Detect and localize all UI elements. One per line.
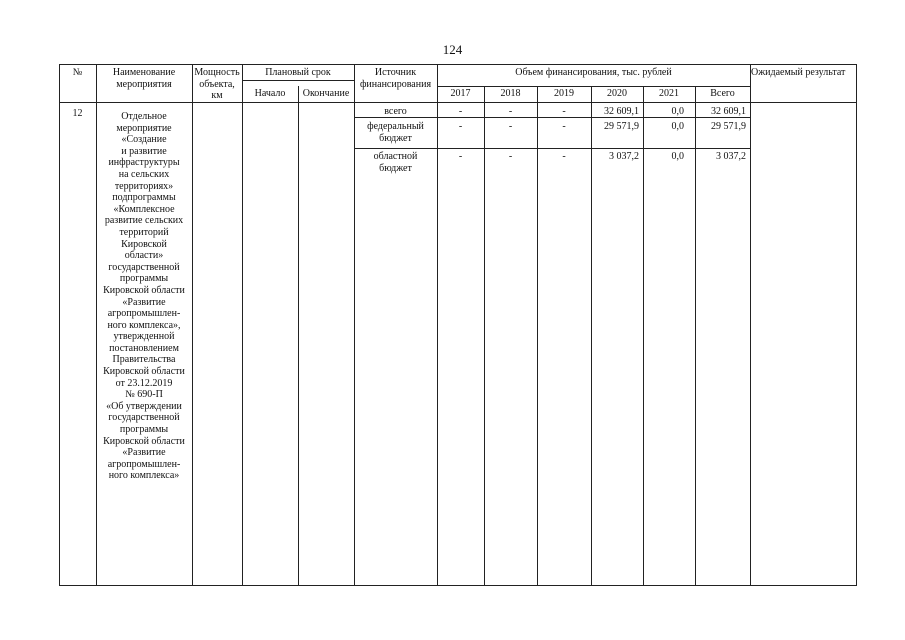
cell-regional-2019: - — [562, 151, 566, 162]
source-regional-label: областной бюджет — [373, 151, 418, 174]
header-year-2021: 2021 — [659, 88, 679, 99]
cell-total-2021: 0,0 — [671, 106, 684, 117]
source-total-label: всего — [384, 106, 407, 117]
row-number: 12 — [72, 108, 83, 119]
cell-total-sum: 32 609,1 — [711, 106, 746, 117]
cell-federal-2017: - — [458, 121, 463, 132]
cell-federal-sum: 29 571,9 — [711, 121, 746, 132]
page-number: 124 — [442, 42, 463, 57]
header-year-2020: 2020 — [607, 88, 627, 99]
cell-federal-2018: - — [508, 121, 513, 132]
header-end: Окончание — [302, 88, 350, 99]
cell-total-2017: - — [458, 106, 463, 117]
header-year-2019: 2019 — [554, 88, 574, 99]
cell-total-2019: - — [562, 106, 566, 117]
header-schedule: Плановый срок — [265, 67, 331, 78]
header-result: Ожидаемый результат — [751, 67, 846, 78]
funding-table — [59, 64, 856, 585]
cell-total-2020: 32 609,1 — [604, 106, 639, 117]
header-capacity: Мощность объекта, км — [194, 67, 240, 101]
cell-regional-2020: 3 037,2 — [609, 151, 639, 162]
cell-federal-2021: 0,0 — [671, 121, 684, 132]
header-year-2017: 2017 — [450, 88, 471, 99]
header-source: Источник финансирования — [359, 67, 432, 90]
cell-regional-2017: - — [458, 151, 463, 162]
cell-regional-2018: - — [508, 151, 513, 162]
source-federal-label: федеральный бюджет — [367, 121, 424, 144]
header-start: Начало — [254, 88, 286, 99]
cell-regional-2021: 0,0 — [671, 151, 684, 162]
header-total: Всего — [710, 88, 735, 99]
cell-federal-2019: - — [562, 121, 566, 132]
cell-regional-sum: 3 037,2 — [716, 151, 746, 162]
header-funding: Объем финансирования, тыс. рублей — [515, 67, 672, 78]
header-year-2018: 2018 — [500, 88, 521, 99]
row-description: Отдельное мероприятие «Создание и развитие инфраструктуры на сельских территориях» подпрограммы «Комплексное развитие сельских территорий Кировской области» государственной программы Кировской области «Развитие агропромышлен- ного комплекса», утвержденной постановлением Правительства Кировской области от 23.12.2019 № 690-П «Об утверждении государственной программы Кировской области «Развитие агропромышлен- ного комплекса» — [103, 111, 185, 482]
cell-total-2018: - — [508, 106, 513, 117]
header-number: № — [72, 67, 83, 78]
header-name: Наименование мероприятия — [112, 67, 176, 90]
cell-federal-2020: 29 571,9 — [604, 121, 639, 132]
